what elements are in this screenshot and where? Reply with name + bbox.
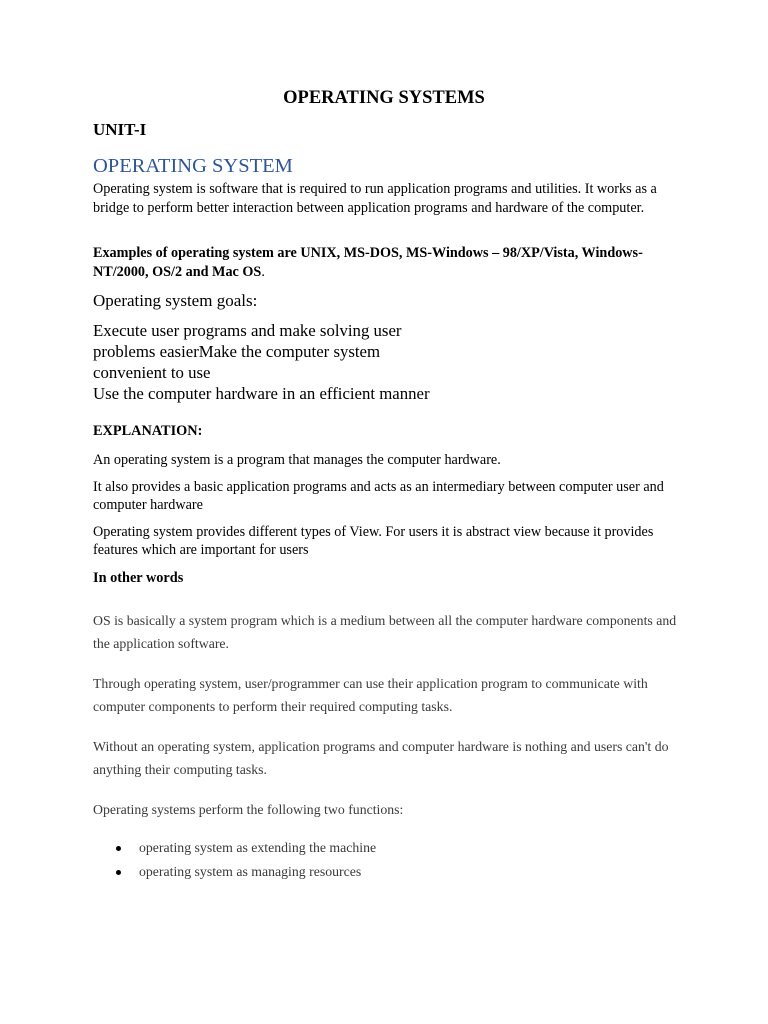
goals-heading: Operating system goals:	[93, 291, 258, 310]
other-words-heading: In other words	[93, 570, 184, 586]
other-words-paragraph: OS is basically a system program which is a medium between all the computer hardware components and the application software.	[93, 613, 677, 651]
bullet-icon	[116, 846, 121, 851]
explanation-paragraph: It also provides a basic application programs and acts as an intermediary between computer user and computer hardware	[93, 479, 664, 513]
list-item-text: operating system as managing resources	[139, 864, 362, 879]
unit-label: UNIT-I	[93, 120, 147, 139]
explanation-paragraph: An operating system is a program that manages the computer hardware.	[93, 452, 501, 468]
other-words-paragraph: Through operating system, user/programmer can use their application program to communicate with computer components to perform their required computing tasks.	[93, 676, 648, 714]
explanation-heading: EXPLANATION:	[93, 423, 203, 439]
list-item	[115, 838, 376, 862]
list-item-text: operating system as extending the machine	[139, 840, 377, 855]
goal-line: Use the computer hardware in an efficient manner	[93, 384, 430, 403]
functions-list	[115, 838, 376, 886]
bullet-icon	[116, 870, 121, 875]
intro-paragraph: Operating system is software that is required to run application programs and utilities. It works as a bridge to perform better interaction between application programs and hardware of the computer.	[93, 181, 657, 216]
functions-intro: Operating systems perform the following two functions:	[93, 802, 404, 817]
examples-paragraph	[93, 244, 673, 282]
section-heading: OPERATING SYSTEM	[93, 155, 293, 177]
explanation-paragraph: Operating system provides different types of View. For users it is abstract view because it provides features which are important for users	[93, 524, 654, 558]
document-title: OPERATING SYSTEMS	[283, 88, 485, 108]
goals-list	[93, 320, 533, 404]
other-words-paragraph: Without an operating system, application programs and computer hardware is nothing and users can't do anything their computing tasks.	[93, 739, 669, 777]
goal-line: convenient to use	[93, 363, 211, 382]
goal-line: Execute user programs and make solving user	[93, 321, 402, 340]
list-item	[115, 862, 376, 886]
examples-text: Examples of operating system are UNIX, MS-DOS, MS-Windows – 98/XP/Vista, Windows-NT/2000, OS/2 and Mac OS	[93, 245, 643, 280]
examples-period: .	[261, 264, 265, 280]
goal-line: problems easierMake the computer system	[93, 342, 381, 361]
